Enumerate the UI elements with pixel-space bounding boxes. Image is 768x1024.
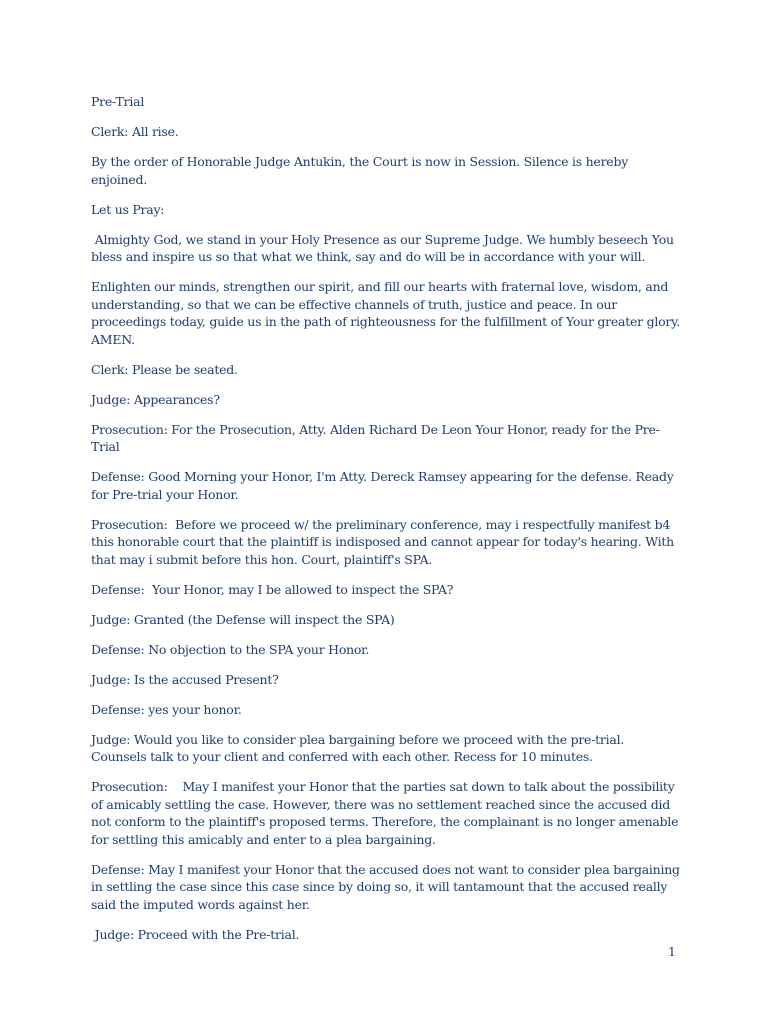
defense-appearance: Defense: Good Morning your Honor, I'm Atty. Dereck Ramsey appearing for the defense. Ready for Pre-trial your Honor. bbox=[91, 469, 678, 502]
prosecution-appearance: Prosecution: For the Prosecution, Atty. Alden Richard De Leon Your Honor, ready for the Pre-Trial bbox=[91, 421, 660, 454]
let-us-pray: Let us Pray: bbox=[91, 201, 165, 217]
page-number: 1 bbox=[668, 944, 676, 959]
court-in-session: By the order of Honorable Judge Antukin, the Court is now in Session. Silence is hereby enjoined. bbox=[91, 154, 632, 187]
prayer-paragraph-2: Enlighten our minds, strengthen our spirit, and fill our hearts with fraternal love, wisdom, and understanding, so that we can be effective channels of truth, justice and peace. In our proceedings today, guide us in the path of righteousness for the fulfillment of Your greater glory. AMEN. bbox=[91, 279, 684, 347]
clerk-all-rise: Clerk: All rise. bbox=[91, 124, 179, 139]
judge-proceed: Judge: Proceed with the Pre-trial. bbox=[91, 926, 300, 942]
heading-pre-trial: Pre-Trial bbox=[91, 94, 145, 109]
defense-yes: Defense: yes your honor. bbox=[91, 701, 242, 717]
defense-no-plea: Defense: May I manifest your Honor that the accused does not want to consider plea bargaining in settling the case since this case since by doing so, it will tantamount that the accused really said the imputed words against her. bbox=[91, 861, 684, 912]
judge-accused-present: Judge: Is the accused Present? bbox=[91, 671, 279, 687]
prayer-paragraph-1: Almighty God, we stand in your Holy Presence as our Supreme Judge. We humbly beseech You bless and inspire us so that what we think, say and do will be in accordance with your will. bbox=[91, 231, 678, 264]
judge-granted: Judge: Granted (the Defense will inspect the SPA) bbox=[91, 611, 395, 627]
defense-inspect-request: Defense: Your Honor, may I be allowed to inspect the SPA? bbox=[91, 581, 454, 597]
prosecution-settlement: Prosecution: May I manifest your Honor that the parties sat down to talk about the possibility of amicably settling the case. However, there was no settlement reached since the accused did not conform to the plaintiff's proposed terms. Therefore, the complainant is no longer amenable for settling this amicably and enter to a plea bargaining. bbox=[91, 779, 682, 847]
judge-plea-bargaining: Judge: Would you like to consider plea bargaining before we proceed with the pre-trial. Counsels talk to your client and conferred with each other. Recess for 10 minutes. bbox=[91, 731, 628, 764]
clerk-be-seated: Clerk: Please be seated. bbox=[91, 361, 238, 377]
prosecution-spa-manifest: Prosecution: Before we proceed w/ the preliminary conference, may i respectfully manifest b4 this honorable court that the plaintiff is indisposed and cannot appear for today's hearing. With that may i submit before this hon. Court, plaintiff's SPA. bbox=[91, 516, 678, 567]
defense-no-objection: Defense: No objection to the SPA your Honor. bbox=[91, 641, 370, 657]
document-body bbox=[91, 93, 684, 956]
judge-appearances: Judge: Appearances? bbox=[91, 391, 220, 407]
